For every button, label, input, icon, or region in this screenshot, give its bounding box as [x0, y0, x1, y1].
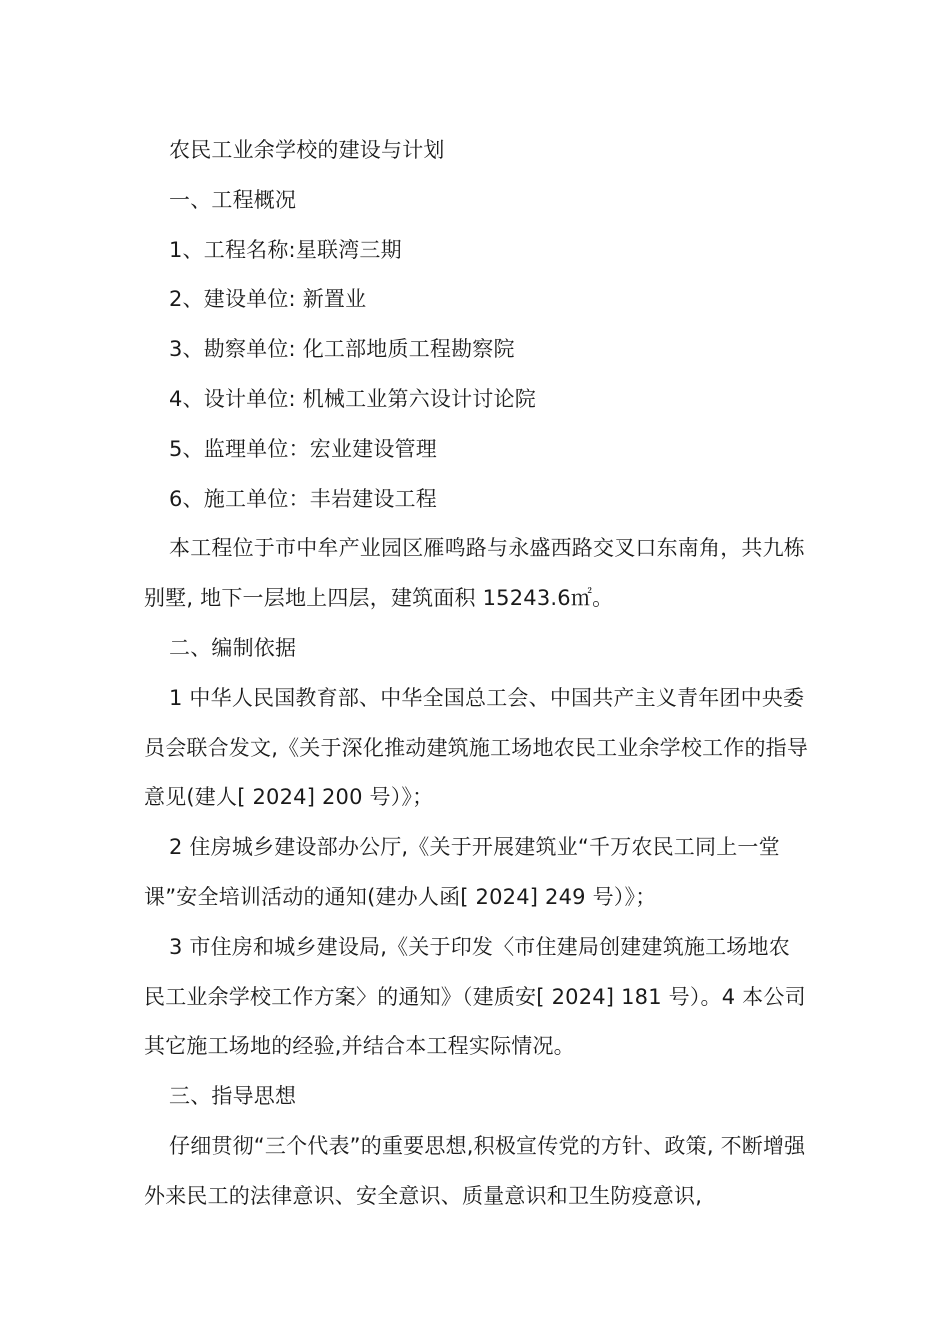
- basis-item: 3 市住房和城乡建设局,《关于印发〈市住建局创建建筑施工场地农民工业余学校工作方案〉的通知》（建质安[ 2024] 181 号）。4 本公司其它施工场地的经验,并结合本工程实际情况。: [144, 934, 806, 1059]
- basis-item: 2 住房城乡建设部办公厅,《关于开展建筑业“千万农民工同上一堂课”安全培训活动的通知(建办人函[ 2024] 249 号）》；: [144, 835, 780, 909]
- construction-unit-item: 2、建设单位: 新置业: [169, 287, 367, 312]
- guiding-text: 仔细贯彻“三个代表”的重要思想,积极宣传党的方针、政策, 不断增强外来民工的法律意识、安全意识、质量意识和卫生防疫意识,: [144, 1133, 806, 1208]
- section-heading-basis: 二、编制依据: [169, 635, 297, 660]
- section-heading-overview: 一、工程概况: [169, 187, 297, 212]
- section-heading-guiding: 三、指导思想: [169, 1084, 297, 1109]
- supervision-unit-item: 5、监理单位：宏业建设管理: [169, 436, 437, 461]
- design-unit-item: 4、设计单位: 机械工业第六设计讨论院: [169, 386, 536, 411]
- project-name-item: 1、工程名称:星联湾三期: [169, 237, 402, 262]
- document-title: 农民工业余学校的建设与计划: [169, 138, 445, 162]
- basis-item: 1 中华人民国教育部、中华全国总工会、中国共产主义青年团中央委员会联合发文,《关于深化推动建筑施工场地农民工业余学校工作的指导意见(建人[ 2024] 200 号）》；: [144, 685, 809, 810]
- contractor-unit-item: 6、施工单位：丰岩建设工程: [169, 486, 437, 511]
- project-description: 本工程位于市中牟产业园区雁鸣路与永盛西路交叉口东南角，共九栋别墅, 地下一层地上四层，建筑面积 15243.6㎡。: [144, 536, 805, 611]
- document-body: [144, 126, 810, 1222]
- survey-unit-item: 3、勘察单位: 化工部地质工程勘察院: [169, 337, 515, 362]
